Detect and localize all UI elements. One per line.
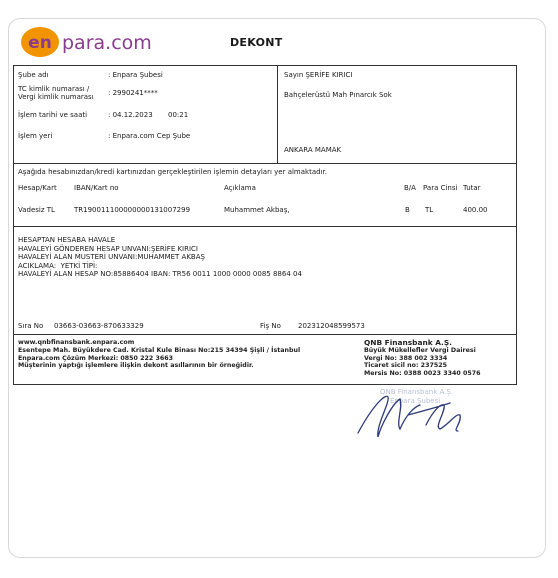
row-currency: TL <box>425 206 434 214</box>
receipt-no-value: 202312048599573 <box>298 322 365 330</box>
row-iban: TR190011100000000131007299 <box>74 206 191 214</box>
logo-graphic <box>20 22 160 62</box>
place-value: : Enpara.com Cep Şube <box>108 132 191 140</box>
row-ba: B <box>405 206 410 214</box>
place-label: İşlem yeri <box>18 132 53 140</box>
receipt-frame <box>13 65 517 385</box>
col-header-description: Açıklama <box>224 184 256 192</box>
logo-rest-text: para.com <box>62 32 152 54</box>
bank-name: QNB Finansbank A.Ş. <box>364 338 452 347</box>
signature-graphic <box>348 385 478 445</box>
receipt-note: Müşterinin yaptığı işlemlere ilişkin dekont asıllarının bir örneğidir. <box>18 362 254 370</box>
intro-text: Aşağıda hesabınızdan/kredi kartınızdan gerçekleştirilen işlemin detayları yer almaktadır. <box>18 168 327 176</box>
branch-label: Şube adı <box>18 71 49 79</box>
tckn-value: : 2990241**** <box>108 89 158 97</box>
tckn-label-2: Vergi kimlik numarası <box>18 93 94 101</box>
transaction-description <box>18 236 302 279</box>
date-label: İşlem tarihi ve saati <box>18 111 88 119</box>
bank-call-center: Enpara.com Çözüm Merkezi: 0850 222 3663 <box>18 354 173 362</box>
desc-line-1: HESAPTAN HESABA HAVALE <box>18 236 116 244</box>
stamp-line-1: QNB Finansbank A.Ş. <box>380 388 454 396</box>
col-header-amount: Tutar <box>463 184 481 192</box>
bank-address: Esentepe Mah. Büyükdere Cad. Kristal Kule Binası No:215 34394 Şişli / İstanbul <box>18 346 301 354</box>
date-value: : 04.12.2023 <box>108 111 153 119</box>
divider-table <box>14 226 516 227</box>
desc-line-4: ACIKLAMA: YETKİ TİPİ: <box>18 261 98 270</box>
tax-office: Büyük Mükellefler Vergi Dairesi <box>364 346 476 354</box>
sequence-value: 03663-03663-870633329 <box>54 322 144 330</box>
sequence-label: Sıra No <box>18 322 44 330</box>
col-header-currency: Para Cinsi <box>423 184 458 192</box>
bank-website: www.qnbfinansbank.enpara.com <box>18 339 135 346</box>
tckn-label-1: TC kimlik numarası / <box>18 85 90 93</box>
account-info-box <box>14 66 278 164</box>
receipt-no-label: Fiş No <box>260 322 281 330</box>
time-value: 00:21 <box>168 111 189 119</box>
document-title: DEKONT <box>230 36 283 49</box>
logo-en-text: en <box>28 33 52 53</box>
stamp-line-2: Enpara Şubesi <box>390 397 441 405</box>
desc-line-2: HAVALEYİ GÖNDEREN HESAP UNVANI:ŞERİFE KIRICI <box>18 244 199 253</box>
signature <box>348 385 478 445</box>
row-amount: 400.00 <box>463 206 488 214</box>
desc-line-3: HAVALEYİ ALAN MUSTERİ UNVANI:MUHAMMET AKBAŞ <box>18 253 205 262</box>
divider-footer <box>14 334 516 335</box>
enpara-logo <box>20 22 160 62</box>
col-header-account: Hesap/Kart <box>18 184 57 192</box>
bank-contact-info <box>18 339 300 370</box>
col-header-iban: IBAN/Kart no <box>74 184 119 192</box>
mersis-number: Mersis No: 0388 0023 3340 0576 <box>364 370 481 378</box>
recipient-city: ANKARA MAMAK <box>284 146 342 154</box>
desc-line-5: HAVALEYİ ALAN HESAP NO:85886404 IBAN: TR56 0011 1000 0000 0085 8864 04 <box>18 270 302 279</box>
row-account: Vadesiz TL <box>18 206 55 214</box>
tax-number: Vergi No: 388 002 3334 <box>364 354 448 362</box>
col-header-ba: B/A <box>404 184 416 192</box>
row-description: Muhammet Akbaş, <box>224 206 290 214</box>
trade-registry: Ticaret sicil no: 237525 <box>364 362 447 370</box>
recipient-address: Bahçelerüstü Mah Pınarcık Sok <box>284 91 392 99</box>
recipient-name: Sayın ŞERİFE KIRICI <box>284 71 353 79</box>
recipient-box <box>278 66 516 164</box>
bank-legal-info <box>364 339 480 378</box>
branch-value: : Enpara Şubesi <box>108 71 163 79</box>
